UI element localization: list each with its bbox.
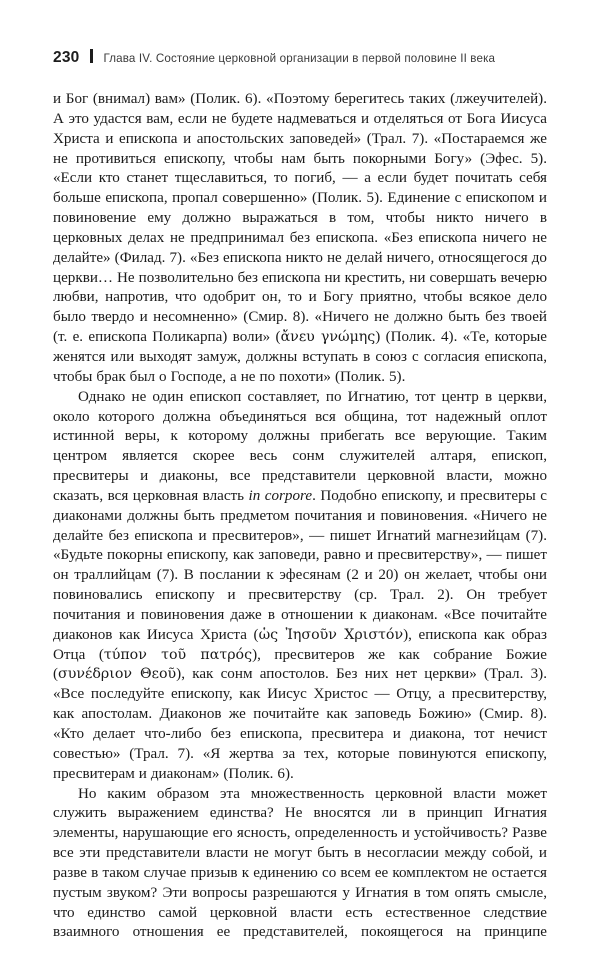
paragraph-1-text-a: и Бог (внимал) вам» (Полик. 6). «Поэтому берегитесь таких (лжеучителей). А это удастся вам, если не будете надмеваться и отделяться от Бога Иисуса Христа и епископа и апостольских заповедей» (Трал. 7). «Постараемся же не противиться епископу, чтобы нам быть покорными Богу» (Эфес. 5). «Если кто станет тщеславиться, то погиб, — а если будет почитать себя больше епископа, пропал совершенно» (Полик. 5). Единение с епископом и повиновение ему должно выражаться в том, чтобы никто ничего в церковных делах не предпринимал без епископа. «Без епископа ничего не делайте» (Филад. 7). «Без епископа никто не делай ничего, относящегося до церкви… Не позволительно без епископа ни крестить, ни совершать вечерю любви, напротив, что одобрит он, то и Богу приятно, чтобы всякое дело было твердо и несомненно» (Смир. 8). «Ничего не должно быть без твоей (т. е. епископа Поликарпа) воли» ( [53,91,547,346]
latin-phrase-in-corpore: in corpore [248,487,313,504]
paragraph-3: Но каким образом эта множественность церковной власти может служить выражением единства? Не вносятся ли в принцип Игнатия элементы, нарушающие его ясность, определенность и устойчивость? Разве все эти представители власти не могут быть в несогласии между собой, и разве в таком случае призыв к единению со всем ее комплектом не остается пустым звуком? Эти вопросы разрешаются у Игнатия в том опять смысле, что единство самой церковной власти есть естественное следствие взаимного отношения ее представителей, покоящегося на принципе [53,785,547,941]
page-number: 230 [53,49,80,66]
paragraph-2-text-d: ), пресвитеров же как собрание Божие ( [53,646,547,683]
paragraph-2 [53,388,547,785]
chapter-title: Глава IV. Состояние церковной организации в первой половине II века [103,52,496,65]
paragraph-2-text-c: ), епископа как образ Отца ( [53,626,547,663]
greek-phrase-aneu-gnomis: ἄνευ γνώμης [280,329,376,346]
greek-phrase-os-iisoun-christon: ὡς Ἰησοῦν Χριστόν [258,626,404,643]
greek-phrase-typon-tou-patros: τύπον τοῦ πατρός [103,646,253,663]
paragraph-2-text-e: ), как сонм апостолов. Без них нет церкви» (Трал. 3). «Все последуйте епископу, как Иисус Христос — Отцу, а пресвитерству, как апостолам. Диаконов же почитайте как заповедь Божию» (Смир. 8). «Кто делает что-либо без епископа, пресвитера и диакона, тот нечист совестью» (Трал. 7). «Я жертва за тех, которые повинуются епископу, пресвитерам и диаконам» (Полик. 6). [53,666,547,782]
paragraph-2-text-a: Однако не один епископ составляет, по Игнатию, тот центр в церкви, около которого должна объединяться вся община, тот надежный оплот истинной веры, к которому должны прибегать все верующие. Таким центром является скорее весь сонм служителей алтаря, епископ, пресвитеры и диаконы, все представители церковной власти, можно сказать, вся церковная власть [53,388,547,504]
paragraph-1-text-b: ) (Полик. 4). «Те, которые женятся или выходят замуж, должны вступать в союз с согласия епископа, чтобы брак был о Господе, а не по похоти» (Полик. 5). [53,329,547,385]
paragraph-1 [53,90,547,388]
body-text-block [53,90,547,963]
greek-phrase-synedrion-theou: συνέδριον Θεοῦ [58,666,177,683]
paragraph-2-text-b: . Подобно епископу, и пресвитеры с диаконами должны быть предметом почитания и повиновения. «Ничего не делайте без епископа и пресвитеров», — пишет Игнатий магнезийцам (7). «Будьте покорны епископу, как заповеди, равно и пресвитерству», — пишет он траллийцам (7). В послании к эфесянам (2 и 20) он желает, чтобы они повиновались епископу и пресвитерству (ср. Трал. 2). Он требует почитания и повиновения даже в отношении к диаконам. «Все почитайте диаконов как Иисуса Христа ( [53,487,547,643]
running-head [53,48,547,70]
vertical-bar-icon [90,49,93,63]
